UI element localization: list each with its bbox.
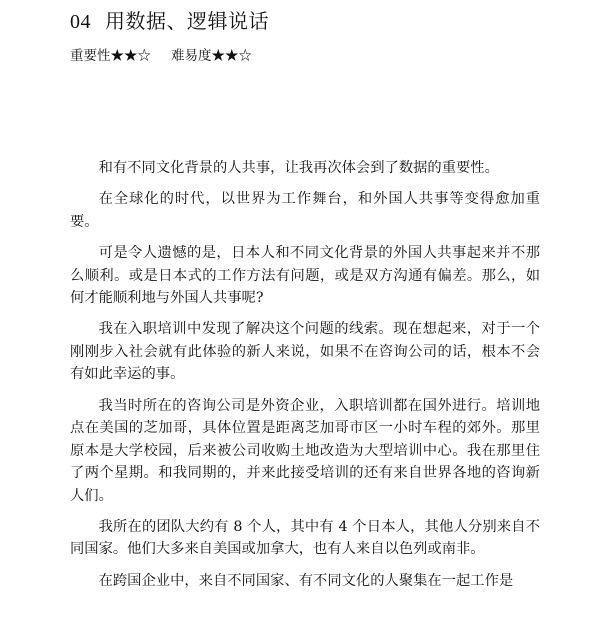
importance-label: 重要性 [70, 48, 111, 64]
importance-stars: ★★☆ [110, 48, 151, 64]
chapter-heading [70, 8, 269, 35]
chapter-number: 04 [70, 11, 91, 33]
difficulty-stars: ★★☆ [211, 48, 252, 64]
paragraph: 在全球化的时代，以世界为工作舞台，和外国人共事等变得愈加重要。 [70, 191, 540, 230]
paragraph: 我所在的团队大约有 8 个人，其中有 4 个日本人，其他人分别来自不同国家。他们大多来自美国或加拿大，也有人来自以色列或南非。 [70, 518, 540, 558]
paragraph: 和有不同文化背景的人共事，让我再次体会到了数据的重要性。 [98, 160, 499, 176]
body-text [70, 157, 540, 601]
chapter-ratings [70, 46, 272, 66]
difficulty-label: 难易度 [171, 48, 212, 64]
paragraph: 可是令人遗憾的是，日本人和不同文化背景的外国人共事起来并不那么顺利。或是日本式的工作方法有问题，或是双方沟通有偏差。那么，如何才能顺利地与外国人共事呢? [70, 245, 540, 307]
paragraph: 在跨国企业中，来自不同国家、有不同文化的人聚集在一起工作是 [98, 572, 514, 589]
paragraph: 我当时所在的咨询公司是外资企业，入职培训都在国外进行。培训地点在美国的芝加哥，具体位置是距离芝加哥市区一小时车程的郊外。那里原本是大学校园，后来被公司收购土地改造为大型培训中心。我在那里住了两个星期。和我同期的，并来此接受培训的还有来自世界各地的咨询新人们。 [70, 397, 540, 504]
paragraph: 我在入职培训中发现了解决这个问题的线索。现在想起来，对于一个刚刚步入社会就有此体验的新人来说，如果不在咨询公司的话，根本不会有如此幸运的事。 [70, 321, 540, 383]
difficulty-rating [171, 48, 252, 64]
chapter-title: 用数据、逻辑说话 [105, 9, 269, 33]
importance-rating [70, 48, 151, 64]
